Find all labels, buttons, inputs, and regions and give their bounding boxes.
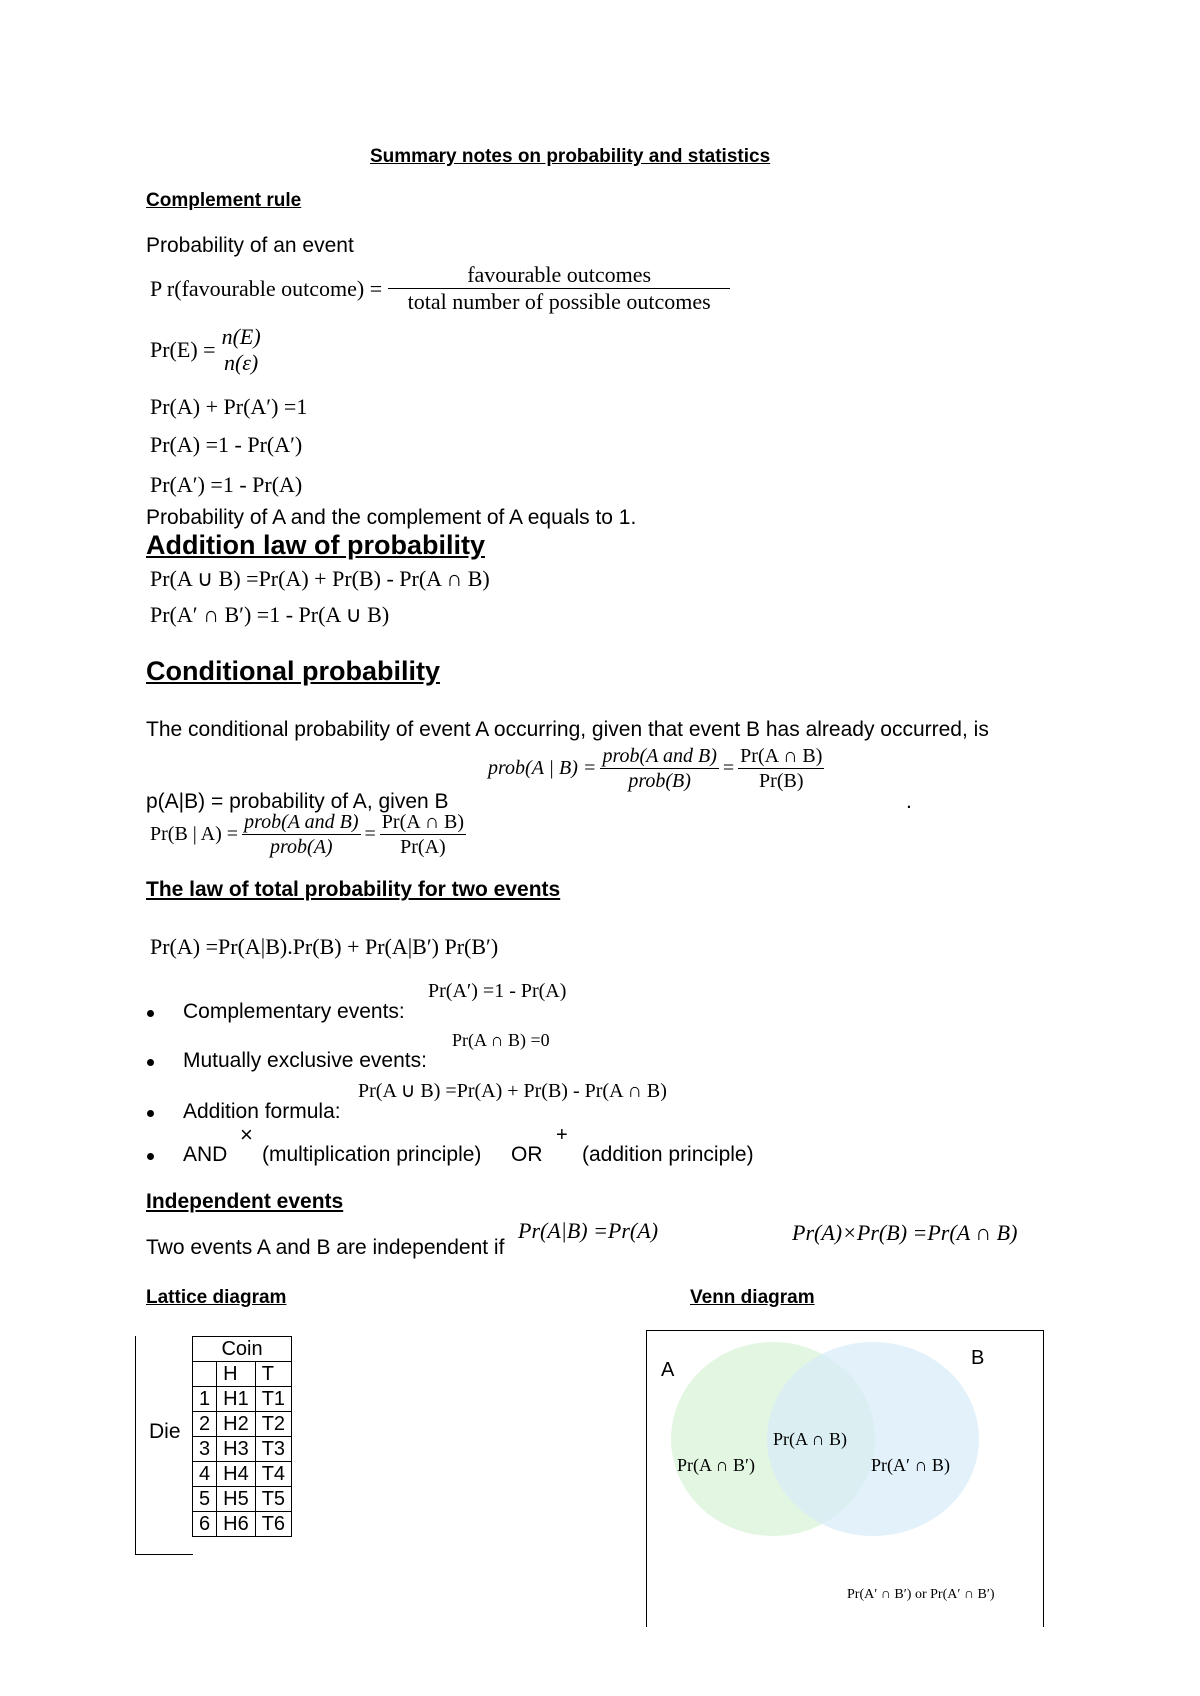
- multiplication-text: (multiplication principle): [262, 1143, 482, 1166]
- venn-diagram: [646, 1330, 1044, 1627]
- complement-summary: Probability of A and the complement of A equals to 1.: [146, 506, 637, 529]
- table-cell: H4: [217, 1462, 256, 1487]
- coin-header: Coin: [193, 1337, 292, 1362]
- conditional-heading: Conditional probability: [146, 656, 440, 686]
- formula-lhs: Pr(B | A) =: [150, 823, 239, 845]
- right-region-label: Pr(A′ ∩ B): [871, 1455, 950, 1475]
- formula-lhs: P r(favourable outcome) =: [150, 275, 383, 301]
- equals-sign: =: [722, 757, 735, 779]
- denominator: total number of possible outcomes: [407, 289, 711, 315]
- formula-favourable: [150, 262, 730, 316]
- bullet-icon: [147, 1153, 154, 1160]
- set-b-label: B: [971, 1347, 985, 1369]
- mutually-formula: Pr(A ∩ B) =0: [452, 1030, 550, 1050]
- bullet-icon: [147, 1010, 154, 1017]
- formula-conditional-b-given-a: [150, 810, 466, 859]
- bullet-icon: [147, 1110, 154, 1117]
- formula-complement-a-prime: Pr(A′) =1 - Pr(A): [150, 472, 303, 497]
- numerator: prob(A and B): [602, 745, 717, 767]
- conditional-text: The conditional probability of event A occurring, given that event B has already occurred, is: [146, 718, 989, 741]
- numerator: prob(A and B): [244, 811, 359, 833]
- formula-addition-complement: Pr(A′ ∩ B′) =1 - Pr(A ∪ B): [150, 602, 390, 627]
- table-cell: 6: [193, 1512, 217, 1537]
- table-cell: 1: [193, 1387, 217, 1412]
- given-text: p(A|B) = probability of A, given B: [146, 790, 449, 813]
- table-cell: T3: [255, 1437, 291, 1462]
- numerator: Pr(A ∩ B): [381, 811, 465, 833]
- table-cell: T1: [255, 1387, 291, 1412]
- table-cell: H5: [217, 1487, 256, 1512]
- table-row: [193, 1462, 292, 1487]
- addition-principle-text: (addition principle): [582, 1143, 754, 1166]
- addition-heading: Addition law of probability: [146, 530, 485, 560]
- formula-total-probability: Pr(A) =Pr(A|B).Pr(B) + Pr(A|B′) Pr(B′): [150, 934, 499, 959]
- table-cell: T5: [255, 1487, 291, 1512]
- equals-sign: =: [364, 823, 376, 845]
- venn-heading: Venn diagram: [690, 1287, 815, 1308]
- table-cell: H1: [217, 1387, 256, 1412]
- numerator: favourable outcomes: [388, 262, 730, 289]
- table-cell: 3: [193, 1437, 217, 1462]
- or-label: OR: [511, 1143, 543, 1166]
- table-cell: T6: [255, 1512, 291, 1537]
- lattice-table: [192, 1336, 292, 1537]
- bullet-icon: [147, 1059, 154, 1066]
- table-cell: H3: [217, 1437, 256, 1462]
- table-row: [193, 1337, 292, 1362]
- complementary-label: Complementary events:: [183, 1000, 405, 1023]
- trailing-dot: .: [906, 790, 912, 813]
- numerator: n(E): [221, 324, 261, 349]
- independent-formula-2: Pr(A)×Pr(B) =Pr(A ∩ B): [792, 1220, 1018, 1245]
- table-cell: H6: [217, 1512, 256, 1537]
- left-region-label: Pr(A ∩ B′): [677, 1455, 755, 1475]
- plus-icon: +: [556, 1124, 568, 1146]
- table-cell: T: [255, 1362, 291, 1387]
- venn-svg: [647, 1331, 1043, 1627]
- independent-text: Two events A and B are independent if: [146, 1236, 505, 1259]
- die-label: Die: [149, 1420, 181, 1443]
- table-row: [193, 1487, 292, 1512]
- and-label: AND: [183, 1143, 228, 1166]
- table-row: [193, 1512, 292, 1537]
- formula-lhs: prob(A | B) =: [488, 757, 597, 779]
- formula-complement-sum: Pr(A) + Pr(A′) =1: [150, 394, 308, 419]
- denominator: Pr(A): [400, 836, 446, 858]
- table-cell: 5: [193, 1487, 217, 1512]
- denominator: prob(A): [270, 836, 333, 858]
- denominator: Pr(B): [759, 770, 804, 792]
- table-row: [193, 1437, 292, 1462]
- table-row: [193, 1362, 292, 1387]
- denominator: n(ε): [223, 350, 259, 376]
- middle-region-label: Pr(A ∩ B): [773, 1429, 848, 1449]
- table-cell: H: [217, 1362, 256, 1387]
- table-cell: T2: [255, 1412, 291, 1437]
- lattice-heading: Lattice diagram: [146, 1287, 287, 1308]
- denominator: prob(B): [628, 770, 691, 792]
- table-cell: H2: [217, 1412, 256, 1437]
- complement-heading: Complement rule: [146, 190, 302, 211]
- formula-addition-law: Pr(A ∪ B) =Pr(A) + Pr(B) - Pr(A ∩ B): [150, 566, 490, 591]
- formula-pr-e: [150, 324, 263, 377]
- fraction: [600, 744, 718, 793]
- set-a-label: A: [661, 1359, 675, 1381]
- fraction: [388, 262, 730, 316]
- times-icon: ×: [240, 1122, 253, 1147]
- table-row: [193, 1387, 292, 1412]
- complement-intro: Probability of an event: [146, 234, 354, 257]
- table-cell: T4: [255, 1462, 291, 1487]
- mutually-label: Mutually exclusive events:: [183, 1049, 427, 1072]
- fraction: [242, 810, 360, 859]
- addition-formula: Pr(A ∪ B) =Pr(A) + Pr(B) - Pr(A ∩ B): [358, 1080, 667, 1102]
- fraction: [738, 744, 824, 793]
- numerator: Pr(A ∩ B): [740, 745, 823, 767]
- complementary-formula: Pr(A′) =1 - Pr(A): [428, 980, 567, 1002]
- fraction: [380, 810, 466, 859]
- table-cell: [193, 1362, 217, 1387]
- total-heading: The law of total probability for two events: [146, 878, 561, 901]
- formula-lhs: Pr(E) =: [150, 337, 216, 363]
- independent-heading: Independent events: [146, 1190, 344, 1213]
- outside-region-label: Pr(A′ ∩ B′) or Pr(A′ ∩ B′): [847, 1587, 995, 1602]
- table-cell: 4: [193, 1462, 217, 1487]
- table-cell: 2: [193, 1412, 217, 1437]
- fraction: [220, 324, 263, 377]
- addition-label: Addition formula:: [183, 1100, 341, 1123]
- independent-formula-1: Pr(A|B) =Pr(A): [518, 1218, 659, 1243]
- table-row: [193, 1412, 292, 1437]
- die-column: [135, 1336, 193, 1555]
- page-title: Summary notes on probability and statistics: [370, 146, 771, 167]
- formula-complement-a: Pr(A) =1 - Pr(A′): [150, 432, 303, 457]
- formula-conditional-a-given-b: [488, 744, 824, 793]
